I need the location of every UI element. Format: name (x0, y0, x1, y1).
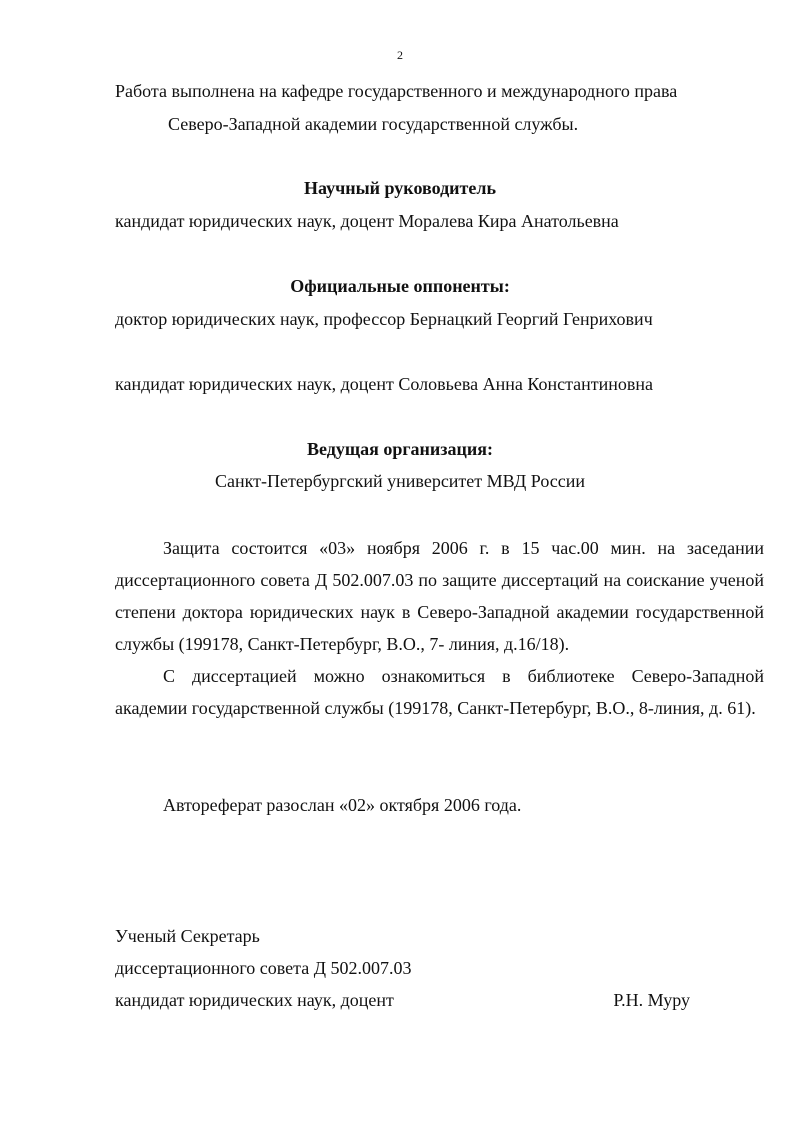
page-number: 2 (397, 48, 403, 62)
defense-paragraph-1: Защита состоится «03» ноября 2006 г. в 15 час.00 мин. на заседании диссертационного совета Д 502.007.03 по защите диссертаций на соискание ученой степени доктора юридических наук в Северо-Западной академии государственной службы (199178, Санкт-Петербург, В.О., 7- линия, д.16/18). (115, 538, 764, 654)
secretary-council: диссертационного совета Д 502.007.03 (115, 958, 412, 978)
secretary-degree-row (115, 984, 690, 1016)
opponent-2: кандидат юридических наук, доцент Соловьева Анна Константиновна (115, 374, 654, 394)
intro-line-2: Северо-Западной академии государственной службы. (168, 114, 579, 134)
defense-paragraph-2: С диссертацией можно ознакомиться в библиотеке Северо-Западной академии государственной службы (199178, Санкт-Петербург, В.О., 8-линия, д. 61). (115, 666, 764, 718)
secretary-signature-block (115, 920, 690, 1016)
abstract-sent-note: Автореферат разослан «02» октября 2006 года. (163, 795, 522, 815)
secretary-name: Р.Н. Муру (613, 990, 690, 1010)
supervisor-heading: Научный руководитель (304, 178, 496, 198)
lead-org-heading: Ведущая организация: (307, 439, 493, 459)
opponents-heading: Официальные оппоненты: (290, 276, 510, 296)
secretary-title: Ученый Секретарь (115, 926, 260, 946)
opponent-1: доктор юридических наук, профессор Бернацкий Георгий Генрихович (115, 309, 653, 329)
intro-line-1: Работа выполнена на кафедре государственного и международного права (115, 81, 678, 101)
secretary-degree: кандидат юридических наук, доцент (115, 990, 394, 1010)
lead-org-name: Санкт-Петербургский университет МВД России (214, 471, 586, 491)
supervisor-person: кандидат юридических наук, доцент Моралева Кира Анатольевна (115, 211, 619, 231)
